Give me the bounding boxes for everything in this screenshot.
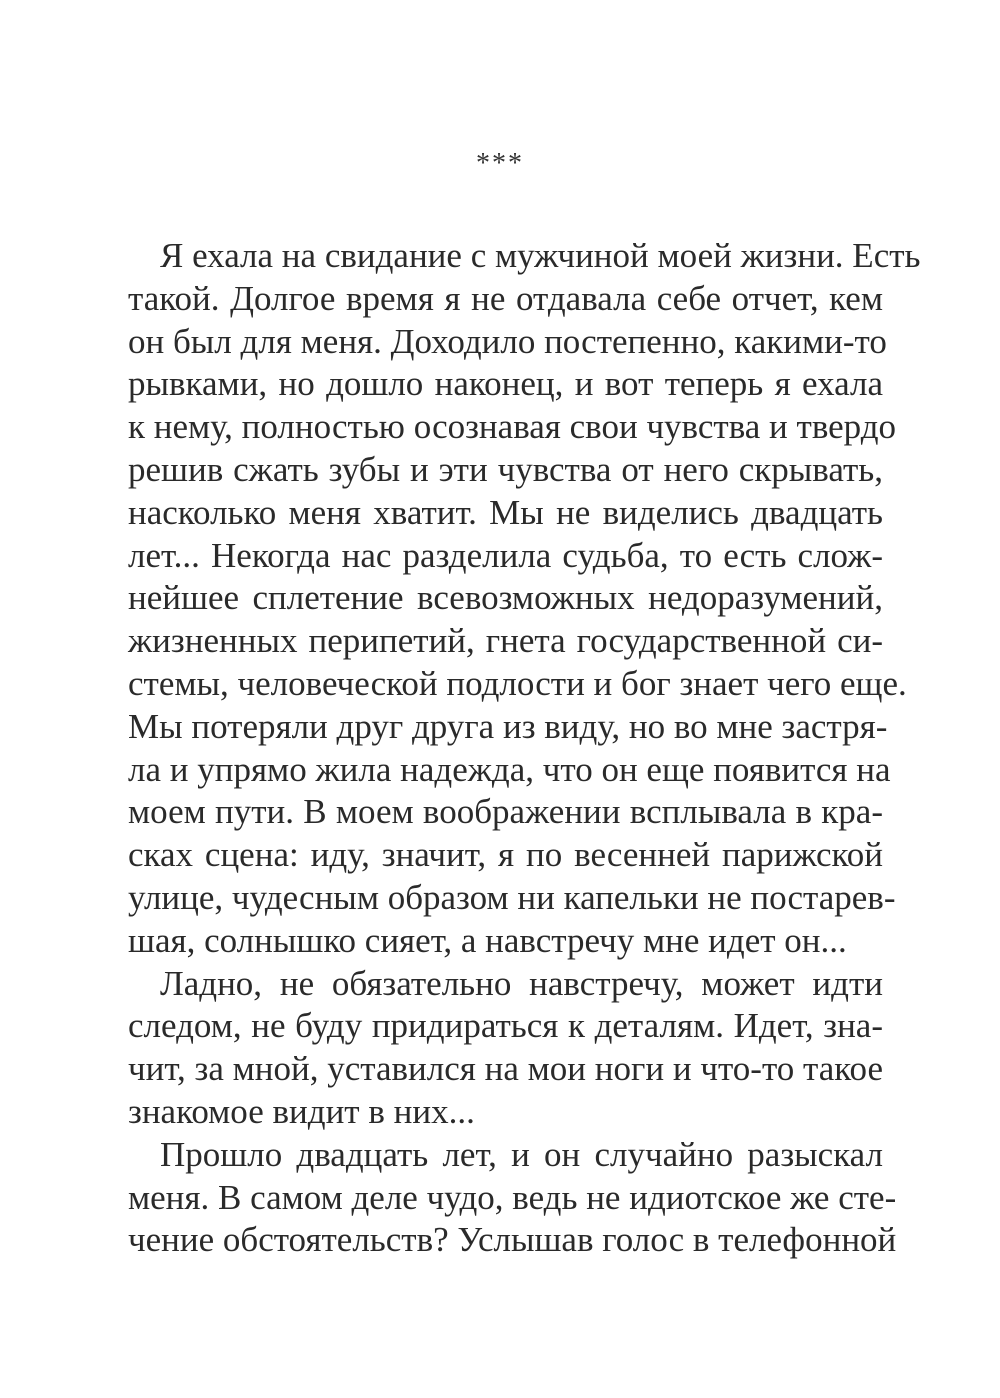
text-line: лет... Некогда нас разделила судьба, то есть слож-: [128, 535, 883, 575]
text-line: ла и упрямо жила надежда, что он еще появится на: [128, 749, 891, 789]
text-line: улице, чудесным образом ни капельки не постарев-: [128, 877, 896, 917]
text-line: рывками, но дошло наконец, и вот теперь я ехала: [128, 364, 883, 404]
text-line: нейшее сплетение всевозможных недоразумений,: [128, 578, 883, 618]
text-line: знакомое видит в них...: [128, 1091, 475, 1131]
section-divider: ***: [476, 148, 524, 179]
text-line: шая, солнышко сияет, а навстречу мне идет он...: [128, 920, 847, 960]
paragraph: [128, 235, 921, 963]
text-line: меня. В самом деле чудо, ведь не идиотское же сте-: [128, 1177, 897, 1217]
text-line: следом, не буду придираться к деталям. Идет, зна-: [128, 1006, 883, 1046]
text-line: Мы потеряли друг друга из виду, но во мне застря-: [128, 706, 888, 746]
paragraph: [128, 963, 883, 1134]
text-line: такой. Долгое время я не отдавала себе отчет, кем: [128, 278, 883, 318]
text-line: насколько меня хватит. Мы не виделись двадцать: [128, 492, 883, 532]
text-line: он был для меня. Доходило постепенно, какими-то: [128, 321, 887, 361]
body-text: [128, 235, 921, 1262]
paragraph: [128, 1134, 897, 1262]
text-line: Я ехала на свидание с мужчиной моей жизни. Есть: [160, 236, 921, 275]
text-line: к нему, полностью осознавая свои чувства и твердо: [128, 407, 897, 447]
text-line: моем пути. В моем воображении всплывала в кра-: [128, 792, 883, 832]
text-line: решив сжать зубы и эти чувства от него скрывать,: [128, 449, 883, 489]
text-line: чение обстоятельств? Услышав голос в телефонной: [128, 1220, 897, 1260]
text-line: Ладно, не обязательно навстречу, может идти: [160, 963, 883, 1003]
text-line: стемы, человеческой подлости и бог знает чего еще.: [128, 663, 907, 703]
text-line: жизненных перипетий, гнета государственной си-: [128, 621, 883, 661]
text-line: сках сцена: иду, значит, я по весенней парижской: [128, 835, 883, 875]
text-line: чит, за мной, уставился на мои ноги и что-то такое: [128, 1049, 883, 1089]
text-line: Прошло двадцать лет, и он случайно разыскал: [160, 1134, 883, 1174]
